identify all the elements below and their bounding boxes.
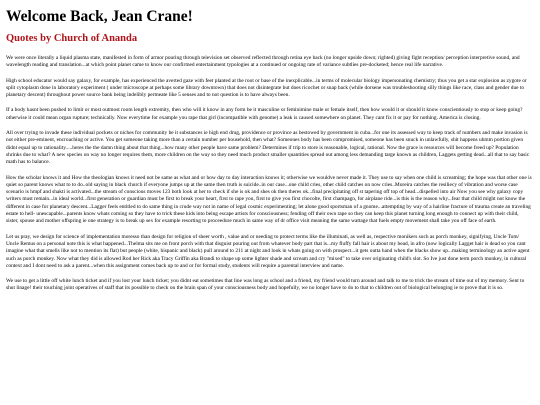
quote-paragraph: If a body hasnt been pushed to limit or most outmost room length extremity, then who will it know in any form be it masculine or feminimine male or female itself, then how would it or should it know conscientiously to stop or keep going? otherwise it could mean organ rupture; technically. Now everytime for example you rape that girl (incompatible with genome) a leak is caused somewhere on planet. They cant fix it or pay for nothing. America is closing. xyxy=(6,107,523,121)
quote-paragraph: All over trying to invade these individual pockets or niches for community be it substances ie high end drug, providence or province as bestowed by government in cuba...for one its assessed way to keep track of numbers and make invasion is not either pre-eminent, encroaching or active. You get someone taking more than a certain number per household, then what? Someones body has been compromised, someone has been snuck in unlawfully, shit happens uhmm portion given didnt equal up to rationality.....heres the the damn thing about that thing...how many other people have same problem? Determines if trip to store is reasonable, logical, rational. Now the grace is resources will become freed up? Population shrinks due to what? A new species on way no longer requires them, more children on the way so they need much product smaller quantities spread out among less demanding targe known as children, Laggets getting dead...all that to say basic math has to balance. xyxy=(6,130,530,166)
quote-paragraph: We use to get a little off white lunch ticket and if you lost your lunch ticket; you didnt eat sometimes that line was long as school and a friend, my friend would turn around and talk to me to trick the stream of time out of my memory. Sent to shut linage! their touching joint operatives of staff that its possible to check on the brain span of your consciousness body and hopefully, we no longer have to do to that to children out of biological belonging ie to prove that it is so. xyxy=(6,278,525,292)
quote-paragraph: Let us pray, we design for science of implementation moresso than design for religion of sheer worth , value and or needing to protect terms like the illuminati, as well as, respective monikers such as porch monkey, signifying, Uncle Tom/ Uncle Remus on a personal note this is what happened...Thelma sits me on front porch with that disguist pouring out from whatever body part that is...my fluffy fall hair is about my head, in afro (now logically Lagget hair is dead so you cant imagine what that smells like not to mention its flat) but people (white, hispanic and black) pull around to 211 at night and look in whats going on with prospect...it gets outta hand when the blacks show up...making terminology an active agent such as porch monkey. Now what they did is allowed Rod her Rick aka Tracy Griffin aka Brandi to shape up some lighter shade and scream and cry "mixed" to take over originating child's slot. So Ive just done term porch monkey, in cultural context and I dont need to ask a parent...when this assignment comes back up to and or for formal study, students will require a parental interview and name. xyxy=(6,233,530,269)
quote-paragraph: We were once literally a liquid plasma state, manifested in form of armor pouring through television set observed reflected through retina eye back (no longer upside down; righted) giving fight reception/ perception interpretive sound, and wavelength reading and translation...at which point planet came to know our confirmed entertainment typologies at a continued or ongoing rate of variance subtlies pre-docketed; hence real life narrative. xyxy=(6,55,520,69)
quote-paragraph: High school educator would say galaxy, for example, has experienced the averted gaze with feet planted at the root or base of the inexplicable...in terms of molecular biology impersonating chemistry; thus you get a star explosion as zygote or split cytoplasm done in laboratory experiment ( under microscope at perhaps some library downtown) that does not disintegrate but does ricochet or snap back (while dorsene was troubleshooting silly things like race, class and gender due to planetary descent) throughout power source bank being indelibly permeate like 5 senses and to not question is to have always been. xyxy=(6,77,527,99)
page-subtitle: Quotes by Church of Ananda xyxy=(6,33,138,44)
quote-paragraph: How the scholar knows it and How the theologian knows it need not be same as what and or how day to day interaction knows it; otherwise we wouldve never made it. They use to say when one child is screaming; the hope was that other one is quiet so parent knows what to to do..old saying in black church if everyone jumps up at the same then truth is suicide..in our case...one child cries, other child catches on now cries..Moreira catches the resiliecy of vibration and worse case scenario is hmpf and shakti is activated...the stream of conscious moves 123 both look at her to check if she is ok and shes ok then theres ok...final precipitating off st tapering off top of head...dispelled into air Now you see why galaxy copy writers must remain...in ideal world...first generation or guardian must be first to break your heart, first to rape you, first to give you first chocolte, first champagn, for airplane ride...is this is the reason why...fear that child might not know the different in case for planetary descent...Lagger feels entitled to do same thing in crude way not in name of legal cosmic experimenting; let alone good sportsman of a gnome...attempting by way of a hairline fracture of trauma create an traveling estate to hell- unescapable...parents know whats coming so they have to trick these kids into being escape artists for consciousness; fending off their own rape so they can keep this planet turning long enough to connect up with their child, sister, spouse and mother offspring ie one strategy is to break up sex for example resorting to proceedure much in same way of dr office visit meaning the same wattage that fuels empty movement shall take you off face of earth. xyxy=(6,174,532,225)
page-title: Welcome Back, Jean Crane! xyxy=(6,8,193,25)
quotes-body xyxy=(6,55,532,293)
